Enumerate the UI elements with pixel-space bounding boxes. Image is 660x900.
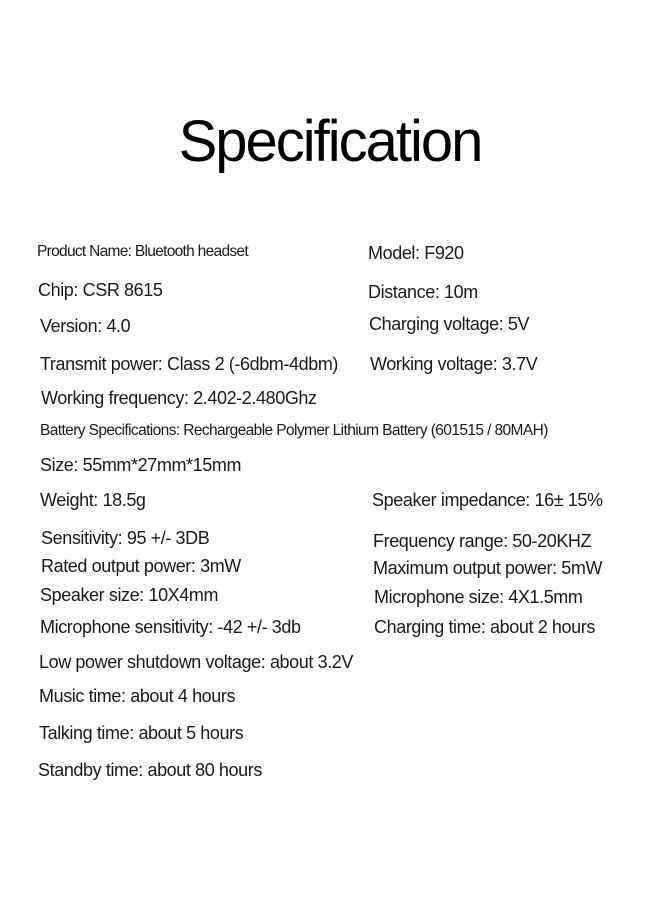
spec-low-power-shutdown: Low power shutdown voltage: about 3.2V [39, 652, 354, 672]
spec-size: Size: 55mm*27mm*15mm [40, 455, 242, 475]
spec-transmit-power: Transmit power: Class 2 (-6dbm-4dbm) [40, 354, 339, 374]
spec-charging-time: Charging time: about 2 hours [374, 617, 595, 637]
spec-product-name: Product Name: Bluetooth headset [37, 243, 248, 260]
spec-microphone-size: Microphone size: 4X1.5mm [374, 587, 583, 607]
spec-weight: Weight: 18.5g [40, 490, 146, 510]
spec-frequency-range: Frequency range: 50-20KHZ [373, 531, 592, 551]
spec-music-time: Music time: about 4 hours [39, 686, 236, 706]
spec-maximum-output-power: Maximum output power: 5mW [373, 558, 603, 578]
spec-battery: Battery Specifications: Rechargeable Polymer Lithium Battery (601515 / 80MAH) [40, 422, 548, 439]
spec-chip: Chip: CSR 8615 [38, 280, 163, 300]
spec-distance: Distance: 10m [368, 282, 478, 302]
spec-sensitivity: Sensitivity: 95 +/- 3DB [41, 528, 210, 548]
spec-charging-voltage: Charging voltage: 5V [369, 314, 530, 334]
spec-talking-time: Talking time: about 5 hours [39, 723, 244, 743]
spec-version: Version: 4.0 [40, 316, 131, 336]
spec-microphone-sensitivity: Microphone sensitivity: -42 +/- 3db [40, 617, 301, 637]
spec-speaker-impedance: Speaker impedance: 16± 15% [372, 490, 603, 510]
spec-working-voltage: Working voltage: 3.7V [370, 354, 538, 374]
spec-speaker-size: Speaker size: 10X4mm [40, 585, 219, 605]
spec-rated-output-power: Rated output power: 3mW [41, 556, 241, 576]
spec-standby-time: Standby time: about 80 hours [38, 760, 262, 780]
spec-working-frequency: Working frequency: 2.402-2.480Ghz [41, 388, 317, 408]
page-title: Specification [178, 109, 482, 174]
spec-model: Model: F920 [368, 243, 464, 263]
